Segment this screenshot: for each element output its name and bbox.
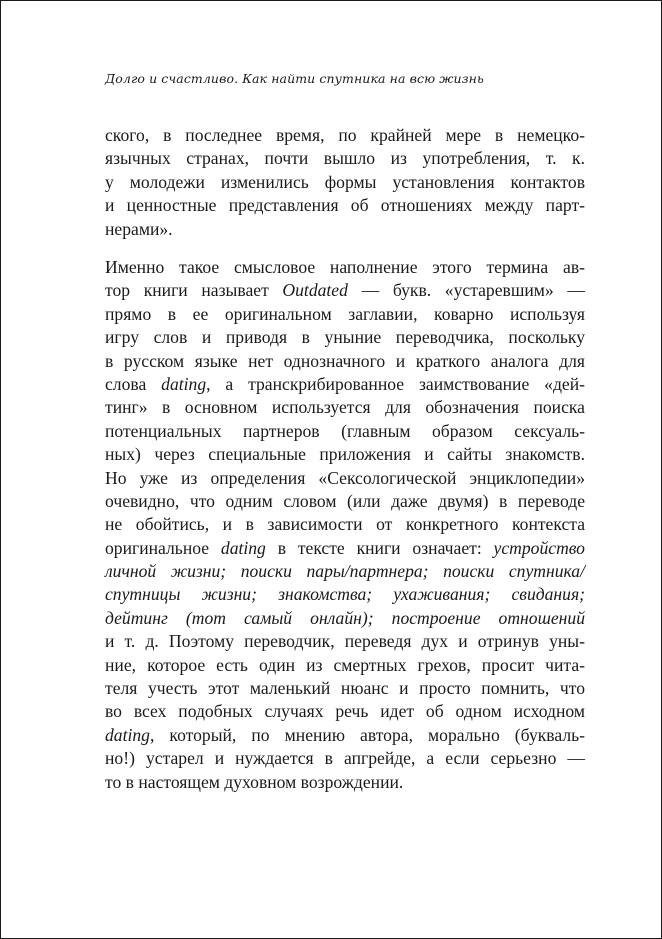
paragraph-2: [105, 256, 585, 794]
text-run: язычных странах, почти вышло из употребления, т. к.: [105, 148, 585, 169]
paragraph-1: [105, 124, 585, 241]
text-run: но!) устарел и нуждается в апгрейде, а если серьезно —: [105, 748, 585, 769]
text-run: тор книги называет: [105, 280, 283, 301]
text-line: [105, 654, 585, 677]
text-run: прямо в ее оригинальном заглавии, коварно используя: [105, 303, 585, 324]
text-line: [105, 124, 585, 147]
text-line: [105, 256, 585, 279]
italic-run: дейтинг (тот самый онлайн); построение отношений: [105, 607, 585, 628]
text-line: [105, 279, 585, 302]
italic-run: спутницы жизни; знакомства; ухаживания; свидания;: [105, 584, 585, 605]
text-line: [105, 147, 585, 170]
text-line: [105, 630, 585, 653]
text-line: [105, 490, 585, 513]
text-run: , а транскрибированное заимствование «дей-: [206, 373, 585, 394]
text-line: [105, 467, 585, 490]
text-line: [105, 607, 585, 630]
italic-run: dating: [161, 373, 207, 394]
text-line: [105, 513, 585, 536]
text-line: [105, 771, 585, 794]
italic-run: Outdated: [282, 280, 348, 301]
text-line: [105, 373, 585, 396]
text-line: [105, 560, 585, 583]
text-run: то в настоящем духовном возрождении.: [105, 771, 404, 792]
text-run: не обойтись, и в зависимости от конкретного контекста: [105, 514, 585, 535]
text-run: потенциальных партнеров (главным образом сексуаль-: [105, 420, 585, 441]
text-run: в тексте книги означает:: [265, 537, 494, 558]
text-run: и ценностные представления об отношениях между парт-: [105, 195, 585, 216]
text-line: [105, 747, 585, 770]
text-run: , который, по мнению автора, морально (букваль-: [149, 724, 585, 745]
text-run: слова: [105, 373, 162, 394]
text-run: ние, которое есть один из смертных грехов, просит чита-: [105, 654, 585, 675]
running-head: Долго и счастливо. Как найти спутника на всю жизнь: [105, 71, 484, 86]
text-run: нерами».: [105, 218, 173, 239]
text-line: [105, 537, 585, 560]
text-line: [105, 583, 585, 606]
text-line: [105, 218, 585, 241]
text-line: [105, 724, 585, 747]
text-run: оригинальное: [105, 537, 221, 558]
text-run: во всех подобных случаях речь идет об одном исходном: [105, 701, 585, 722]
text-line: [105, 303, 585, 326]
text-run: ского, в последнее время, по крайней мере в немецко-: [105, 125, 585, 145]
text-run: Именно такое смысловое наполнение этого термина ав-: [105, 257, 585, 277]
text-line: [105, 443, 585, 466]
text-run: Но уже из определения «Сексологической энциклопедии»: [105, 467, 585, 488]
text-run: в русском языке нет однозначного и краткого аналога для: [105, 350, 585, 371]
text-run: и т. д. Поэтому переводчик, переведя дух и отринув уны-: [105, 631, 585, 652]
text-line: [105, 326, 585, 349]
text-line: [105, 396, 585, 419]
text-line: [105, 700, 585, 723]
text-line: [105, 420, 585, 443]
text-run: ных) через специальные приложения и сайты знакомств.: [105, 444, 585, 465]
text-line: [105, 677, 585, 700]
text-line: [105, 350, 585, 373]
italic-run: dating: [220, 537, 266, 558]
text-run: игру слов и приводя в уныние переводчика, поскольку: [105, 327, 585, 348]
text-run: тинг» в основном используется для обозначения поиска: [105, 397, 585, 418]
text-line: [105, 194, 585, 217]
text-run: у молодежи изменились формы установления контактов: [105, 171, 585, 192]
text-run: теля учесть этот маленький нюанс и просто помнить, что: [105, 678, 585, 699]
italic-run: личной жизни; поиски пары/партнера; поиски спутника/: [105, 561, 585, 582]
text-run: — букв. «устаревшим» —: [347, 280, 585, 301]
italic-run: dating: [105, 724, 150, 745]
italic-run: устройство: [493, 537, 585, 558]
text-line: [105, 171, 585, 194]
text-run: очевидно, что одним словом (или даже двумя) в переводе: [105, 490, 585, 511]
